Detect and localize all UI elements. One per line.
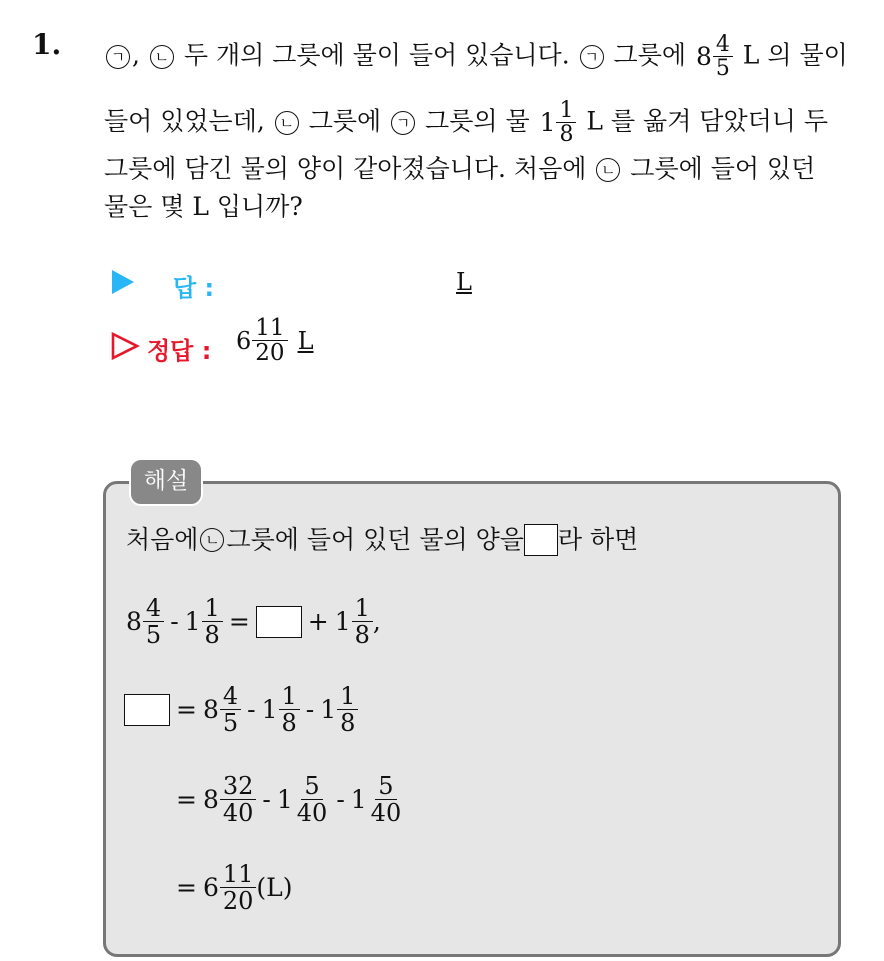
circled-letter-giyeok: ㄱ bbox=[580, 45, 604, 69]
circled-letter-nieun: ㄴ bbox=[200, 528, 224, 552]
equation-1: 8 $\frac{4}{5}$ - 1 $\frac{1}{8}$ = + 1 $\frac{1}{8}$ , bbox=[126, 594, 381, 650]
blank-box bbox=[124, 694, 170, 726]
answer-unit: L bbox=[456, 268, 472, 296]
equation-4: = 6 $\frac{11}{20}$ (L) bbox=[176, 860, 293, 916]
solution-intro: 처음에 ㄴ 그릇에 들어 있던 물의 양을 라 하면 bbox=[126, 525, 639, 554]
circled-letter-nieun: ㄴ bbox=[150, 45, 174, 69]
question-line-3: 그릇에 담긴 물의 양이 같아졌습니다. 처음에 ㄴ 그릇에 들어 있던 bbox=[104, 154, 816, 183]
question-line-4: 물은 몇 L 입니까? bbox=[104, 192, 303, 221]
equation-3: = 8 $\frac{32}{40}$ - 1 $\frac{5}{40}$ - 1 $\frac{5}{40}$ bbox=[176, 772, 402, 828]
circled-letter-nieun: ㄴ bbox=[275, 111, 299, 135]
mixed-fraction-1-1-8: 1 $\frac{1}{8}$ bbox=[540, 99, 577, 147]
answer-label: 답 : bbox=[173, 274, 215, 302]
outline-arrow-icon bbox=[110, 331, 140, 361]
blank-box bbox=[524, 524, 558, 556]
question-line-1: ㄱ , ㄴ 두 개의 그릇에 물이 들어 있습니다. ㄱ 그릇에 8 $\frac{4}{5}$ L 의 물이 bbox=[104, 33, 848, 81]
blank-box bbox=[256, 606, 302, 638]
mixed-fraction-8-4-5: 8 $\frac{4}{5}$ bbox=[696, 33, 733, 81]
question-line-2: 들어 있었는데, ㄴ 그릇에 ㄱ 그릇의 물 1 $\frac{1}{8}$ L 를 옮겨 담았더니 두 bbox=[104, 98, 829, 148]
question-number: 1. bbox=[32, 28, 62, 61]
equation-2: = 8 $\frac{4}{5}$ - 1 $\frac{1}{8}$ - 1 $\frac{1}{8}$ bbox=[124, 684, 358, 737]
circled-letter-nieun: ㄴ bbox=[596, 158, 620, 182]
circled-letter-giyeok: ㄱ bbox=[106, 45, 130, 69]
circled-letter-giyeok: ㄱ bbox=[391, 111, 415, 135]
solution-tag: 해설 bbox=[129, 458, 203, 506]
correct-answer-label: 정답 : bbox=[147, 337, 212, 365]
correct-answer-value: 6 $\frac{11}{20}$ L bbox=[236, 315, 314, 367]
play-arrow-icon bbox=[110, 268, 136, 296]
